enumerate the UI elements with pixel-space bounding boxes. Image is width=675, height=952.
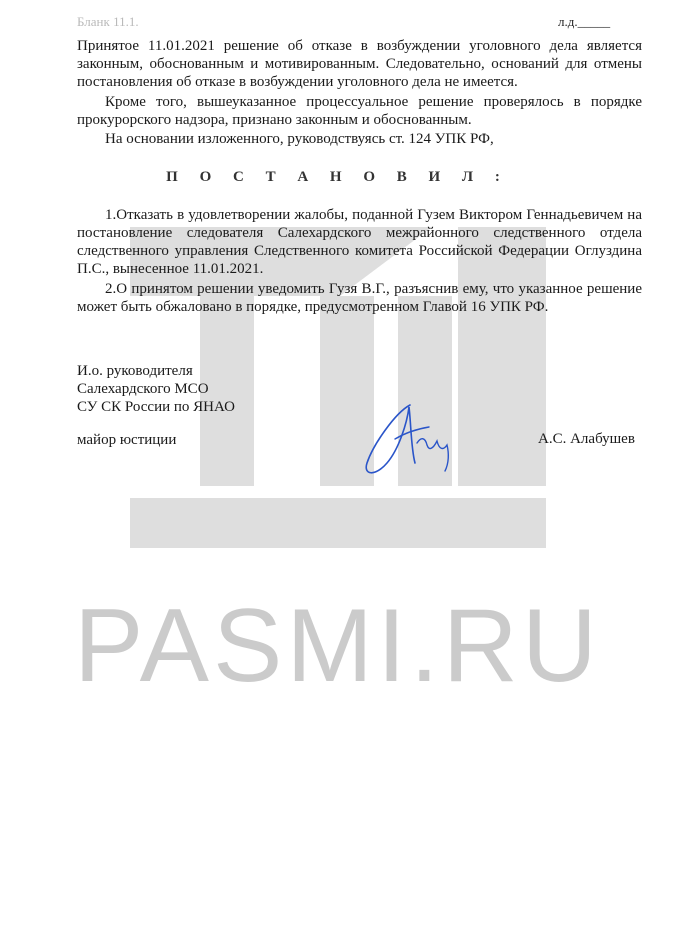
signer-rank: майор юстиции <box>77 432 177 448</box>
sheet-number-label: л.д._____ <box>558 14 611 29</box>
resolution-item-2: 2.О принятом решении уведомить Гузя В.Г., разъяснив ему, что указанное решение может быть обжаловано в порядке, предусмотренном Главой 16 УПК РФ. <box>77 281 642 315</box>
resolution-heading: П О С Т А Н О В И Л : <box>166 169 509 185</box>
form-number-label: Бланк 11.1. <box>77 14 139 29</box>
paragraph-legal-basis: На основании изложенного, руководствуясь ст. 124 УПК РФ, <box>105 131 494 147</box>
signer-position-line-2: Салехардского МСО <box>77 381 209 397</box>
signer-position-line-3: СУ СК России по ЯНАО <box>77 399 235 415</box>
paragraph-prosecutor-check: Кроме того, вышеуказанное процессуальное решение проверялось в порядке прокурорского надзора, признано законным и обоснованным. <box>77 94 642 128</box>
resolution-item-1: 1.Отказать в удовлетворении жалобы, поданной Гузем Виктором Геннадьевичем на постановление следователя Салехардского межрайонного следственного отдела следственного управления Следственного комитета Российской Федерации Оглуздина П.С., вынесенное 11.01.2021. <box>77 207 642 277</box>
signer-position-line-1: И.о. руководителя <box>77 363 193 379</box>
watermark-text: PASMI.RU <box>73 588 601 704</box>
paragraph-conclusion: Принятое 11.01.2021 решение об отказе в возбуждении уголовного дела является законным, обоснованным и мотивированным. Следовательно, оснований для отмены постановления об отказе в возбуждении уголовного дела не имеется. <box>77 38 642 90</box>
signer-name: А.С. Алабушев <box>538 431 635 447</box>
handwritten-signature <box>355 393 475 483</box>
